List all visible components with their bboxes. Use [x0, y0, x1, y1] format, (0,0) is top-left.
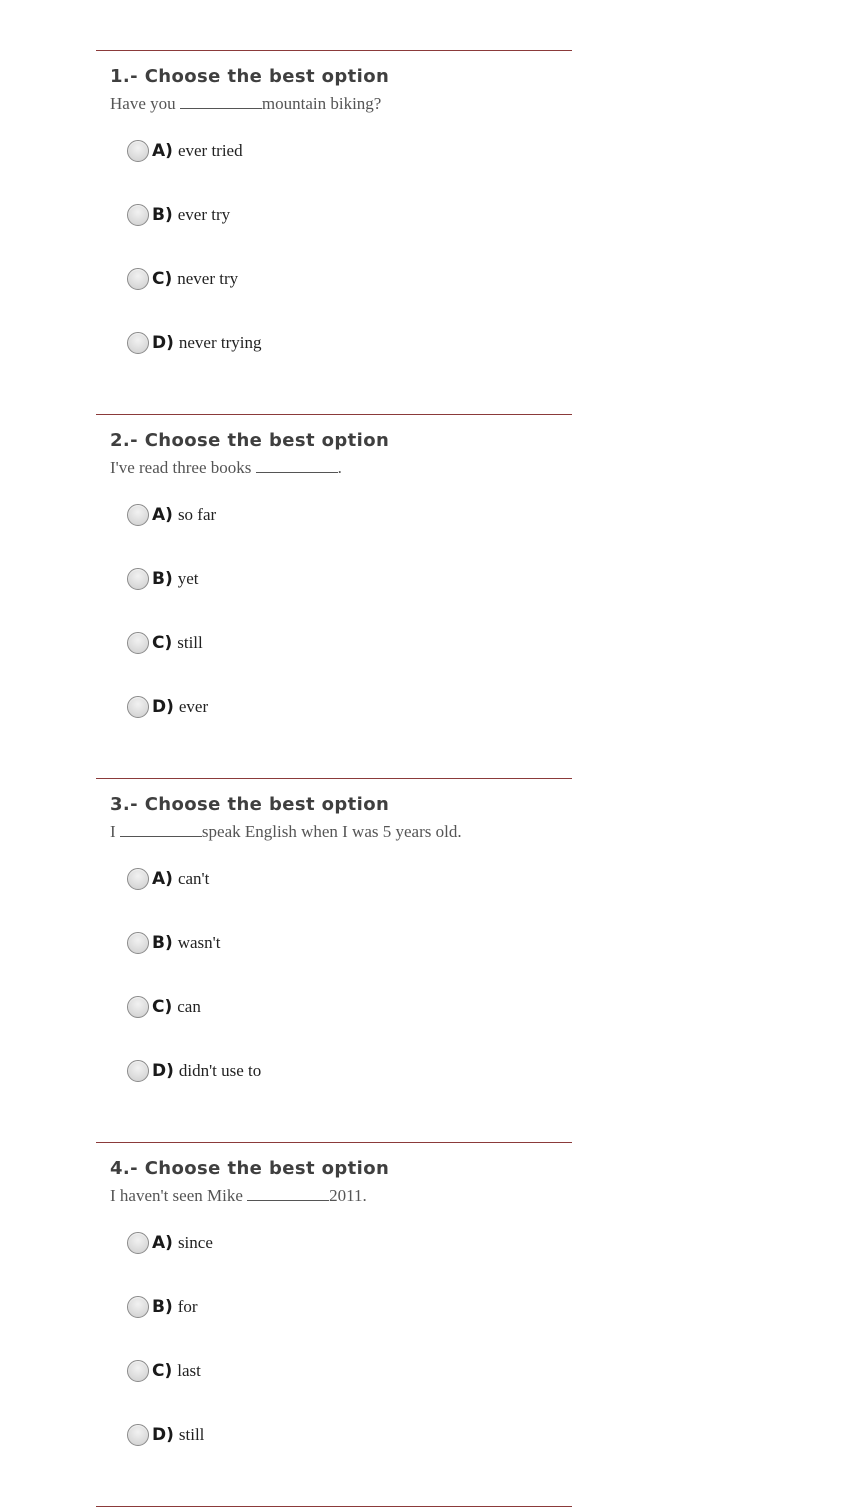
radio-button[interactable]	[127, 504, 149, 526]
option-letter: A)	[152, 1233, 173, 1253]
radio-button[interactable]	[127, 568, 149, 590]
option-d[interactable]	[127, 329, 262, 357]
option-text: didn't use to	[178, 1061, 262, 1080]
option-letter: B)	[152, 933, 173, 953]
question-title: 3.- Choose the best option	[110, 794, 390, 815]
radio-button[interactable]	[127, 140, 149, 162]
option-letter: D)	[152, 333, 174, 353]
option-c[interactable]	[127, 993, 201, 1021]
option-letter: B)	[152, 205, 173, 225]
radio-button[interactable]	[127, 332, 149, 354]
question-text: Have you mountain biking?	[110, 94, 382, 113]
answer-blank	[180, 94, 262, 109]
option-c[interactable]	[127, 629, 203, 657]
radio-button[interactable]	[127, 696, 149, 718]
option-d[interactable]	[127, 693, 208, 721]
radio-button[interactable]	[127, 1060, 149, 1082]
question-divider	[96, 1142, 572, 1143]
radio-button[interactable]	[127, 1296, 149, 1318]
option-text: so far	[177, 505, 217, 524]
option-a[interactable]	[127, 137, 243, 165]
option-text: never trying	[178, 333, 262, 352]
option-b[interactable]	[127, 929, 220, 957]
option-text: yet	[177, 569, 199, 588]
answer-blank	[120, 822, 202, 837]
option-text: ever try	[177, 205, 231, 224]
option-b[interactable]	[127, 201, 230, 229]
option-b[interactable]	[127, 565, 199, 593]
option-letter: C)	[152, 269, 173, 289]
option-letter: B)	[152, 569, 173, 589]
option-letter: A)	[152, 505, 173, 525]
option-letter: D)	[152, 1425, 174, 1445]
option-d[interactable]	[127, 1421, 204, 1449]
radio-button[interactable]	[127, 996, 149, 1018]
radio-button[interactable]	[127, 932, 149, 954]
radio-button[interactable]	[127, 1424, 149, 1446]
option-letter: C)	[152, 633, 173, 653]
answer-blank	[256, 458, 338, 473]
question-divider	[96, 50, 572, 51]
option-letter: C)	[152, 997, 173, 1017]
option-c[interactable]	[127, 265, 238, 293]
option-text: wasn't	[177, 933, 221, 952]
question-text: I speak English when I was 5 years old.	[110, 822, 462, 841]
option-a[interactable]	[127, 865, 209, 893]
option-text: still	[177, 633, 203, 652]
radio-button[interactable]	[127, 1360, 149, 1382]
option-text: last	[177, 1361, 201, 1380]
question-title: 4.- Choose the best option	[110, 1158, 390, 1179]
option-letter: A)	[152, 141, 173, 161]
question-divider	[96, 414, 572, 415]
answer-blank	[247, 1186, 329, 1201]
option-text: for	[177, 1297, 198, 1316]
option-text: ever tried	[177, 141, 243, 160]
option-d[interactable]	[127, 1057, 261, 1085]
option-a[interactable]	[127, 1229, 213, 1257]
option-letter: D)	[152, 697, 174, 717]
question-title: 2.- Choose the best option	[110, 430, 390, 451]
option-text: can't	[177, 869, 210, 888]
option-letter: C)	[152, 1361, 173, 1381]
option-letter: A)	[152, 869, 173, 889]
question-divider	[96, 778, 572, 779]
question-text: I've read three books .	[110, 458, 342, 477]
option-c[interactable]	[127, 1357, 201, 1385]
option-a[interactable]	[127, 501, 216, 529]
radio-button[interactable]	[127, 868, 149, 890]
option-letter: B)	[152, 1297, 173, 1317]
option-text: still	[178, 1425, 205, 1444]
question-text: I haven't seen Mike 2011.	[110, 1186, 367, 1205]
radio-button[interactable]	[127, 268, 149, 290]
option-text: can	[177, 997, 201, 1016]
question-divider	[96, 1506, 572, 1507]
option-text: ever	[178, 697, 209, 716]
option-text: never try	[177, 269, 239, 288]
radio-button[interactable]	[127, 204, 149, 226]
radio-button[interactable]	[127, 632, 149, 654]
option-text: since	[177, 1233, 213, 1252]
option-letter: D)	[152, 1061, 174, 1081]
question-title: 1.- Choose the best option	[110, 66, 390, 87]
option-b[interactable]	[127, 1293, 198, 1321]
radio-button[interactable]	[127, 1232, 149, 1254]
